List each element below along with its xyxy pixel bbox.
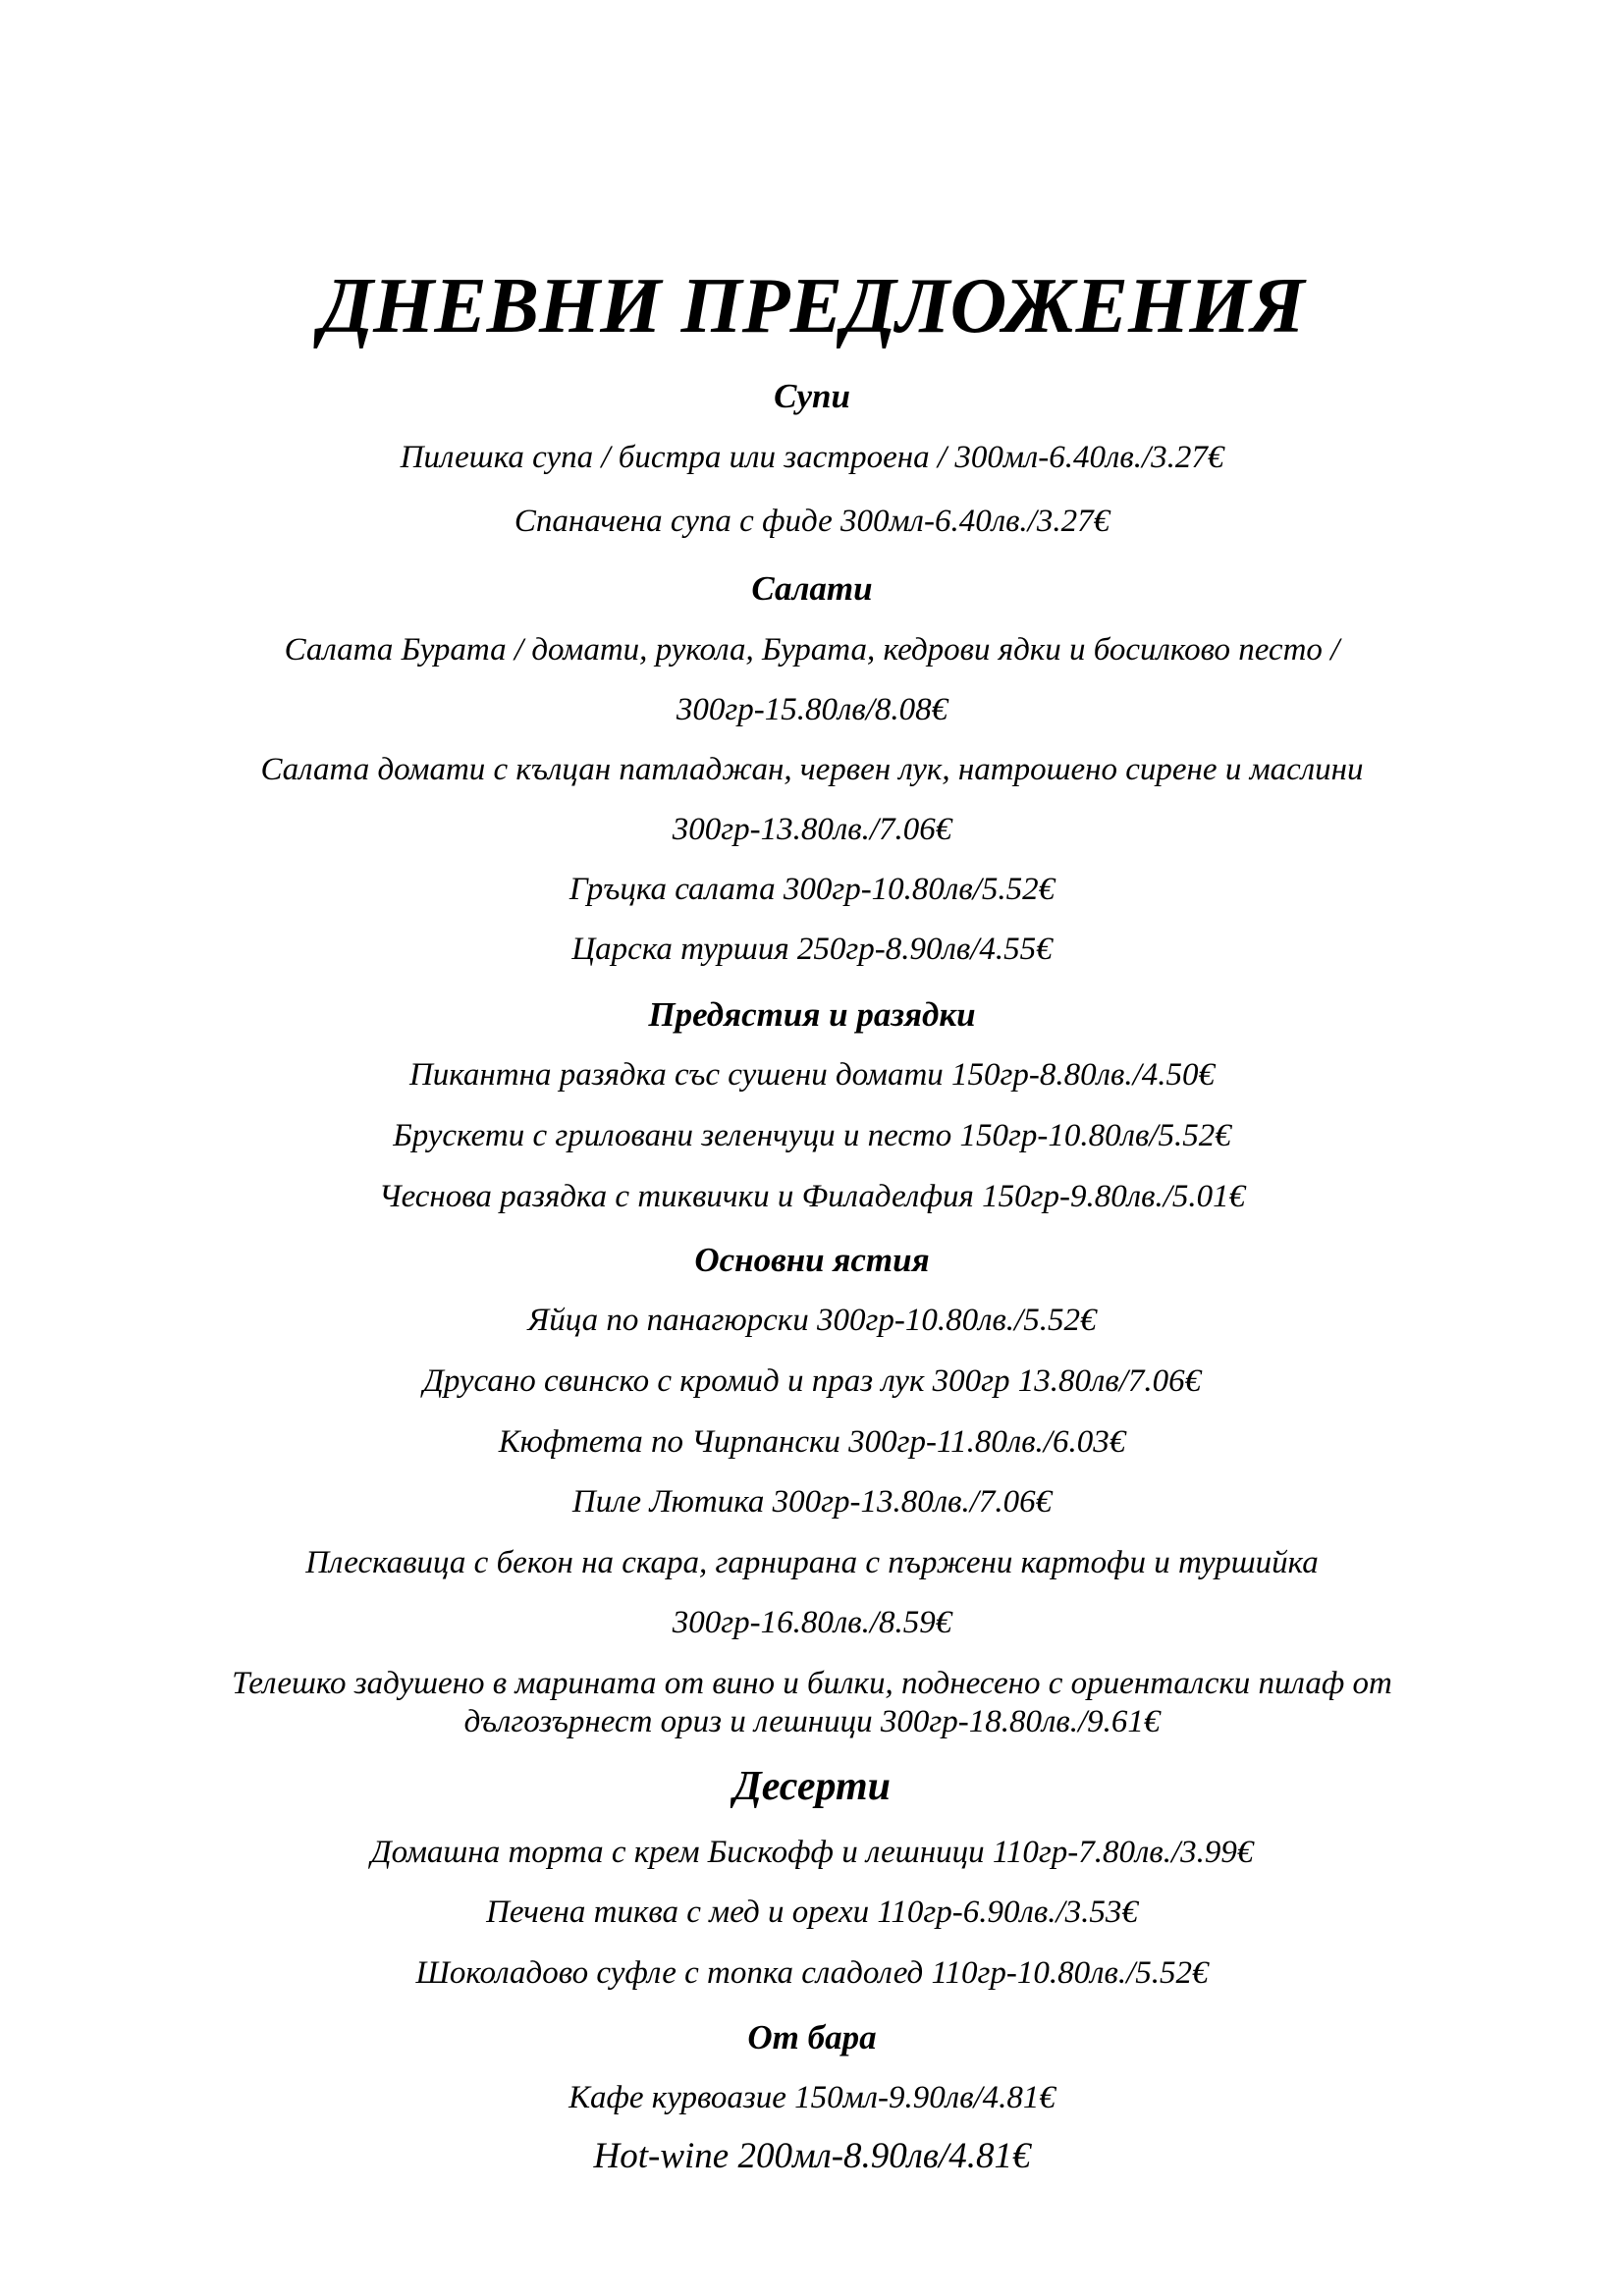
menu-item: Пилешка супа / бистра или застроена / 300мл-6.40лв./3.27€: [400, 440, 1224, 475]
menu-item: Чеснова разядка с тиквички и Филаделфия 150гр-9.80лв./5.01€: [378, 1179, 1246, 1214]
menu-item: 300гр-13.80лв./7.06€: [672, 812, 952, 847]
menu-item: Домашна торта с крем Бискофф и лешници 110гр-7.80лв./3.99€: [370, 1835, 1254, 1870]
section-heading-salads: Салати: [751, 569, 873, 608]
menu-item: Кюфтета по Чирпански 300гр-11.80лв./6.03€: [498, 1424, 1126, 1460]
menu-item: дългозърнест ориз и лешници 300гр-18.80лв./9.61€: [463, 1704, 1161, 1739]
menu-item: Плескавица с бекон на скара, гарнирана с пържени картофи и туршийка: [305, 1545, 1319, 1580]
menu-item: Пикантна разядка със сушени домати 150гр-8.80лв./4.50€: [408, 1057, 1216, 1093]
menu-item: Салата Бурата / домати, рукола, Бурата, кедрови ядки и босилково песто /: [284, 632, 1340, 667]
menu-item: Спаначена супа с фиде 300мл-6.40лв./3.27€: [514, 504, 1110, 539]
menu-item: Царска туршия 250гр-8.90лв/4.55€: [571, 932, 1053, 967]
menu-item: 300гр-16.80лв./8.59€: [672, 1605, 952, 1640]
menu-item: Брускети с гриловани зеленчуци и песто 150гр-10.80лв/5.52€: [393, 1118, 1231, 1153]
menu-item: Кафе курвоазие 150мл-9.90лв/4.81€: [568, 2080, 1056, 2115]
menu-item: Яйца по панагюрски 300гр-10.80лв./5.52€: [527, 1303, 1097, 1338]
page-title: ДНЕВНИ ПРЕДЛОЖЕНИЯ: [319, 263, 1305, 349]
menu-item: 300гр-15.80лв/8.08€: [676, 692, 948, 727]
menu-item: Печена тиква с мед и орехи 110гр-6.90лв./3.53€: [486, 1895, 1138, 1930]
menu-item: Шоколадово суфле с топка сладолед 110гр-10.80лв./5.52€: [415, 1955, 1209, 1991]
section-heading-mains: Основни ястия: [694, 1241, 930, 1279]
menu-item: Друсано свинско с кромид и праз лук 300гр 13.80лв/7.06€: [422, 1363, 1202, 1399]
menu-item: Салата домати с кълцан патладжан, червен лук, натрошено сирене и маслини: [260, 752, 1364, 787]
section-heading-starters: Предястия и разядки: [648, 995, 976, 1034]
section-heading-bar: От бара: [747, 2018, 877, 2056]
section-heading-desserts: Десерти: [733, 1764, 891, 1809]
menu-item: Hot-wine 200мл-8.90лв/4.81€: [593, 2136, 1031, 2176]
menu-item: Телешко задушено в марината от вино и билки, поднесено с ориенталски пилаф от: [232, 1666, 1392, 1701]
section-heading-soups: Супи: [774, 377, 850, 415]
menu-item: Гръцка салата 300гр-10.80лв/5.52€: [568, 872, 1056, 907]
menu-item: Пиле Лютика 300гр-13.80лв./7.06€: [571, 1484, 1053, 1520]
